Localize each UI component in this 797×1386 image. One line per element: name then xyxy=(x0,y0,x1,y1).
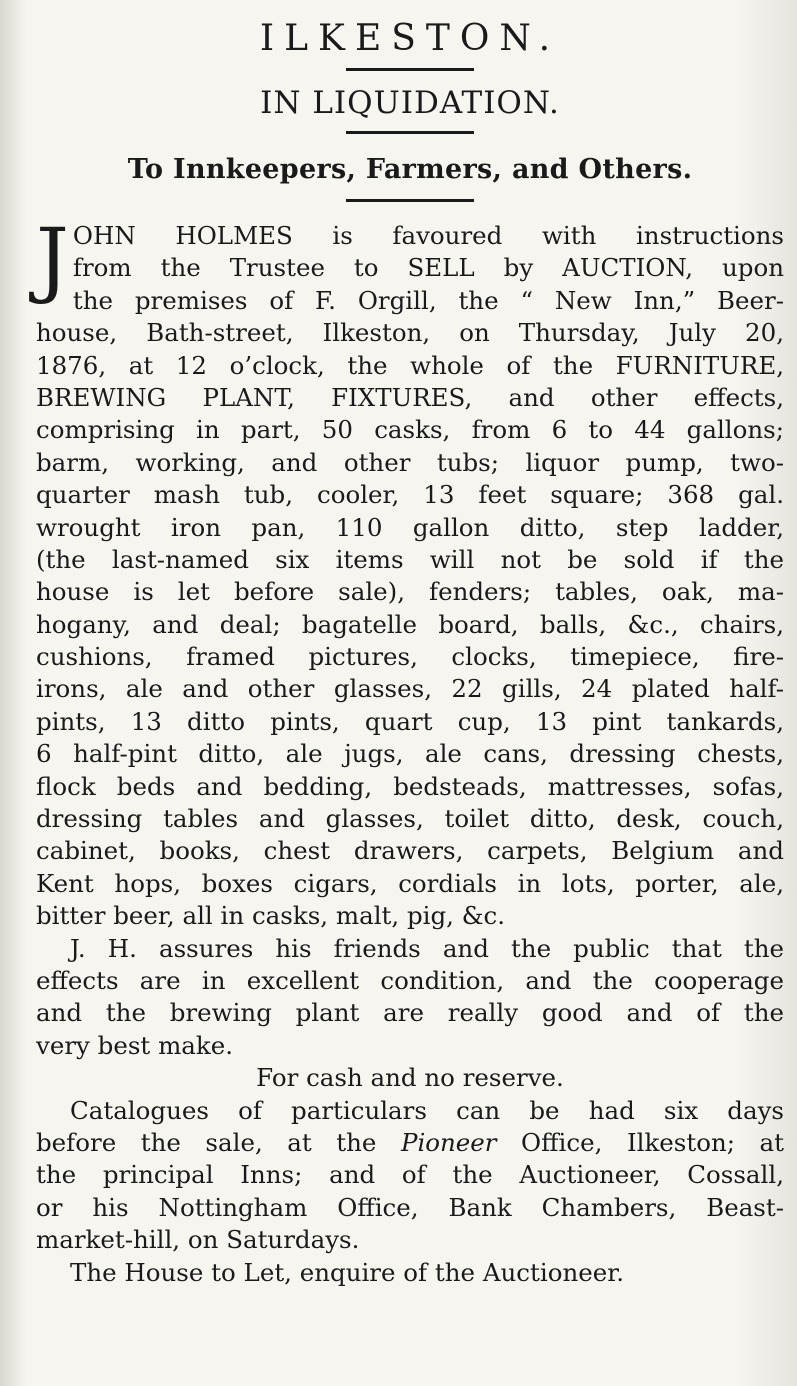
advert-line: BREWING PLANT, FIXTURES, and other effects, xyxy=(36,382,784,412)
audience-heading: To Innkeepers, Farmers, and Others. xyxy=(127,154,693,185)
catalogues-line xyxy=(36,1127,784,1159)
advert-line: bitter beer, all in casks, malt, pig, &c. xyxy=(36,901,506,931)
advert-body xyxy=(36,212,785,1289)
advert-line: the premises of F. Orgill, the “ New Inn,” Beer- xyxy=(72,285,784,315)
advert-line: OHN HOLMES is favoured with instructions xyxy=(72,221,784,250)
advert-line: irons, ale and other glasses, 22 gills, 24 plated half- xyxy=(36,674,784,704)
advert-line: wrought iron pan, 110 gallon ditto, step ladder, xyxy=(36,512,784,542)
divider-rule xyxy=(346,131,474,134)
advert-line: from the Trustee to SELL by AUCTION, upon xyxy=(72,253,784,283)
advert-line: 1876, at 12 o’clock, the whole of the FURNITURE, xyxy=(36,350,784,380)
advert-line: pints, 13 ditto pints, quart cup, 13 pint tankards, xyxy=(36,706,784,736)
catalogues-line: the principal Inns; and of the Auctioneer, Cossall, xyxy=(36,1160,784,1190)
catalogues-line: or his Nottingham Office, Bank Chambers, Beast- xyxy=(36,1192,784,1222)
divider-rule xyxy=(346,68,474,71)
drop-cap: J xyxy=(36,212,69,307)
advert-line: (the last-named six items will not be sold if the xyxy=(36,544,784,574)
advert-column xyxy=(36,14,784,1289)
advert-line: house is let before sale), fenders; tables, oak, ma- xyxy=(36,577,784,607)
catalogues-line: market-hill, on Saturdays. xyxy=(36,1225,360,1255)
advert-line: comprising in part, 50 casks, from 6 to 44 gallons; xyxy=(36,415,784,445)
town-heading: ILKESTON. xyxy=(259,18,561,59)
advert-line: hogany, and deal; bagatelle board, balls, &c., chairs, xyxy=(36,609,784,639)
advert-line: 6 half-pint ditto, ale jugs, ale cans, dressing chests, xyxy=(36,739,784,769)
advert-line: Kent hops, boxes cigars, cordials in lots, porter, ale, xyxy=(36,868,784,898)
assurance-line: J. H. assures his friends and the public that the xyxy=(70,933,784,963)
terms-line: For cash and no reserve. xyxy=(256,1063,564,1093)
advert-line: cabinet, books, chest drawers, carpets, Belgium and xyxy=(36,836,784,866)
advert-line: flock beds and bedding, bedsteads, mattresses, sofas, xyxy=(36,771,784,801)
divider-rule xyxy=(346,199,474,202)
to-let-line: The House to Let, enquire of the Auctioneer. xyxy=(70,1257,625,1287)
assurance-line: very best make. xyxy=(36,1030,234,1060)
advert-line: barm, working, and other tubs; liquor pump, two- xyxy=(36,447,784,477)
catalogues-line: Catalogues of particulars can be had six days xyxy=(70,1095,784,1125)
catalogues-text: before the sale, at the xyxy=(36,1127,401,1157)
assurance-line: effects are in excellent condition, and the cooperage xyxy=(36,965,784,995)
catalogues-text: Office, Ilkeston; at xyxy=(496,1127,785,1157)
advert-line: cushions, framed pictures, clocks, timepiece, fire- xyxy=(36,642,784,672)
page-shadow-left xyxy=(0,0,26,1386)
advert-line: quarter mash tub, cooler, 13 feet square; 368 gal. xyxy=(36,480,784,510)
liquidation-heading: IN LIQUIDATION. xyxy=(260,85,560,121)
assurance-line: and the brewing plant are really good and of the xyxy=(36,998,784,1028)
pioneer-title: Pioneer xyxy=(400,1127,497,1157)
advert-line: house, Bath-street, Ilkeston, on Thursday, July 20, xyxy=(36,318,784,348)
advert-line: dressing tables and glasses, toilet ditto, desk, couch, xyxy=(36,804,784,834)
